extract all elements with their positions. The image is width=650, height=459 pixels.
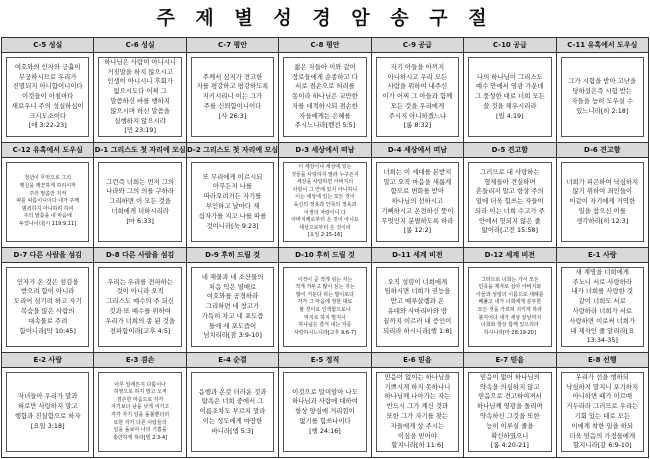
verse-text-box — [468, 372, 551, 452]
verse-text-box — [6, 162, 89, 242]
verse-topic-heading: D-2 그리스도 첫 자리에 모심 — [187, 143, 278, 158]
verse-text-box — [376, 162, 459, 242]
verse-text: 자기 아들을 아끼지 아니하시고 우리 모든 사람을 위하여 내주신 이가 어찌 그 아들과 함께 모든 것을 우리에게 주시지 아니하겠느냐 [롬 8:32] — [382, 62, 453, 130]
verse-topic-heading: D-3 세상에서 떠남 — [279, 143, 370, 158]
verse-topic-heading: C-9 공급 — [372, 38, 463, 53]
verse-card — [464, 353, 556, 458]
verse-grid — [1, 37, 649, 458]
verse-card — [371, 38, 463, 143]
verse-card — [186, 38, 278, 143]
verse-text-box — [98, 267, 181, 347]
verse-card — [186, 353, 278, 458]
verse-topic-heading: E-3 겸손 — [94, 353, 185, 368]
verse-text-box — [283, 162, 366, 242]
verse-text: 그러므로 내 사랑하는 형제들아 견실하며 흔들리지 말고 항상 주의 일에 더욱 힘쓰는 자들이 되라 이는 너희 수고가 주 안에서 헛되지 않은 줄 앎이라[고전 15:58] — [474, 167, 545, 235]
verse-text: 그가 시험을 받아 고난을 당하셨은즉 시험 받는 자들을 능히 도우실 수 있느니라[히 2:18] — [568, 77, 637, 115]
verse-topic-heading: D-7 다른 사람을 섬김 — [2, 248, 93, 263]
verse-topic-heading: C-6 성실 — [94, 38, 185, 53]
verse-card — [556, 248, 648, 353]
verse-card — [464, 248, 556, 353]
verse-text-box — [283, 57, 366, 137]
verse-card — [279, 248, 371, 353]
verse-card — [94, 353, 186, 458]
verse-card — [371, 248, 463, 353]
verse-text: 너희가 피곤하여 낙심하지 않기 위하여 죄인들이 이같이 자기에게 거역한 일을 참으신 이를 생각하라[히 12:3] — [566, 177, 639, 225]
verse-text: 여호와의 인자와 긍휼이 무궁하시므로 우리가 진멸되지 아니함이니이다 이것들이 아침마다 새로우니 주의 성실하심이 크시도소이다 [애 3:22-23] — [11, 62, 84, 130]
verse-text: 너희는 이 세대를 본받지 말고 오직 마음을 새롭게 함으로 변화를 받아 하나님의 선하시고 기뻐하시고 온전하신 뜻이 무엇인지 분별하도록 하라 [롬 12:2] — [381, 167, 454, 235]
verse-text-box — [6, 267, 89, 347]
verse-text-box — [468, 162, 551, 242]
verse-card — [556, 143, 648, 248]
verse-topic-heading: D-10 후히 드릴 것 — [279, 248, 370, 263]
verse-topic-heading: E-4 순결 — [187, 353, 278, 368]
verse-card — [94, 143, 186, 248]
verse-text: 또 무리에게 이르시되 아무든지 나를 따라오려거든 자기를 부인하고 날마다 제 십자가를 지고 나를 따를 것이니라[눅 9:23] — [198, 172, 267, 230]
verse-text-box — [376, 372, 459, 452]
verse-text-box — [191, 372, 274, 452]
verse-text: 믿음이 없어 하나님의 약속을 의심하지 않고 믿음으로 견고하여져서 하나님께 영광을 돌리며 약속하신 그것을 또한 능히 이루실 줄을 확신하였으니 [롬 4:20-21] — [476, 372, 543, 450]
verse-card — [371, 353, 463, 458]
verse-text: 이것이 곧 적게 심는 자는 적게 거두고 많이 심는 자는 많이 거둔다 하는 말이로다 각각 그 마음에 정한 대로 할 것이요 인색함으로나 억지로 하지 말지니 하나님은 즐겨 내는 자를 사랑하시느니라[고후 9:6-7] — [293, 276, 356, 336]
verse-row — [2, 38, 649, 143]
verse-text: 네 재물과 네 소산물의 처음 익은 열매로 여호와를 공경하라 그리하면 네 창고가 가득히 차고 네 포도즙 틀에 새 포도즙이 넘치리라[잠 3:9-10] — [201, 272, 264, 340]
verse-text: 인자가 온 것은 섬김을 받으려 함이 아니라 도리어 섬기려 하고 자기 목숨을 많은 사람의 대속물로 주려 함이니라[막 10:45] — [13, 277, 82, 335]
verse-card — [94, 248, 186, 353]
verse-topic-heading: C-10 공급 — [464, 38, 555, 53]
verse-text: 그런즉 너희는 먼저 그의 나라와 그의 의를 구하라 그리하면 이 모든 것을 너희에게 더하시리라 [마 6:33] — [106, 177, 175, 225]
verse-text: 하나님은 사람이 아니시니 거짓말을 하지 않으시고 인생이 아니시니 후회가 없으시도다 어찌 그 말씀하신 바를 행하지 않으시며 하신 말씀을 실행하지 않으시랴 [민 23:19] — [104, 57, 177, 135]
verse-topic-heading: E-5 정직 — [279, 353, 370, 368]
verse-text-box — [561, 57, 644, 137]
verse-text-box — [468, 267, 551, 347]
verse-card — [94, 38, 186, 143]
verse-topic-heading: C-5 성실 — [2, 38, 93, 53]
verse-card — [279, 143, 371, 248]
verse-card — [186, 248, 278, 353]
verse-card — [279, 38, 371, 143]
verse-topic-heading: E-8 선행 — [557, 353, 648, 368]
verse-topic-heading: D-6 견고함 — [557, 143, 648, 158]
verse-text: 음행과 온갖 더러운 것과 탐욕은 너희 중에서 그 이름조차도 부르지 말라 이는 성도에게 마땅한 바니라[엡 5:3] — [198, 387, 267, 435]
verse-text: 이것으로 말미암아 나도 하나님과 사람에 대하여 항상 양심에 거리낌이 없기를 힘쓰나이다 [행 24:16] — [292, 387, 358, 435]
verse-topic-heading: C-11 유혹에서 도우심 — [557, 38, 648, 53]
verse-row — [2, 143, 649, 248]
verse-card — [371, 143, 463, 248]
verse-card — [556, 38, 648, 143]
verse-text: 그러므로 너희는 가서 모든 민족을 제자로 삼아 아버지와 아들과 성령의 이름으로 세례를 베풀고 내가 너희에게 분부한 모든 것을 가르쳐 지키게 하라 볼지어다 내가 세상 끝날까지 너희와 항상 함께 있으리라 하시니라[마 28:19-20] — [476, 276, 544, 336]
verse-text-box — [561, 372, 644, 452]
verse-topic-heading: D-5 견고함 — [464, 143, 555, 158]
verse-topic-heading: D-4 세상에서 떠남 — [372, 143, 463, 158]
verse-text: 젊은 자들아 이와 같이 장로들에게 순종하고 다 서로 겸손으로 허리를 동이라 하나님은 교만한 자를 대적하시되 겸손한 자들에게는 은혜를 주시느니라[벧전 5:5] — [292, 62, 358, 130]
verse-text: 자녀들아 우리가 말과 혀로만 사랑하지 말고 행함과 진실함으로 하자 [요일 3:18] — [14, 392, 81, 430]
verse-text: 오직 성령이 너희에게 임하시면 너희가 권능을 받고 예루살렘과 온 유대와 사마리아와 땅 끝까지 이르러 내 증인이 되리라 하시니라[행 1:8] — [383, 277, 452, 335]
verse-text-box — [561, 162, 644, 242]
verse-card — [2, 353, 94, 458]
verse-text-box — [98, 162, 181, 242]
verse-topic-heading: C-7 평안 — [187, 38, 278, 53]
verse-topic-heading: E-1 사랑 — [557, 248, 648, 263]
verse-text: 우리는 우리를 전파하는 것이 아니라 오직 그리스도 예수의 주 되신 것과 또 예수를 위하여 우리가 너희의 종 된 것을 전파함이라[고후 4:5] — [105, 277, 176, 335]
verse-topic-heading: D-11 세계 비전 — [372, 248, 463, 263]
verse-text: 아무 일에든지 다툼이나 허영으로 하지 말고 오직 겸손한 마음으로 각각 자기보다 남을 낫게 여기고 각각 자기 일을 돌볼뿐더러 또한 각각 다른 사람들의 일을 돌보아 나의 기쁨을 충만하게 하라[빌 2:3-4] — [111, 381, 170, 441]
verse-card — [2, 38, 94, 143]
verse-text-box — [6, 57, 89, 137]
verse-text-box — [468, 57, 551, 137]
verse-text: 새 계명을 너희에게 주노니 서로 사랑하라 내가 너희를 사랑한 것 같이 너희도 서로 사랑하라 너희가 서로 사랑하면 이로써 너희가 내 제자인 줄 알리라[요 13:34-35] — [569, 267, 636, 345]
verse-topic-heading: C-12 유혹에서 도우심 — [2, 143, 93, 158]
verse-text: 이 세상이나 세상에 있는 것들을 사랑하지 말라 누구든지 세상을 사랑하면 아버지의 사랑이 그 안에 있지 아니하니 이는 세상에 있는 모든 것이 육신의 정욕과 안목의 정욕과 이생의 자랑이니 다 아버지께로부터 온 것이 아니요 세상으로부터 온 것이라 [요일 2:15-16] — [291, 164, 359, 239]
verse-text-box — [376, 267, 459, 347]
verse-card — [2, 143, 94, 248]
verse-card — [464, 143, 556, 248]
verse-text-box — [6, 372, 89, 452]
verse-text: 청년이 무엇으로 그의 행실을 깨끗하게 하리이까 주의 말씀만 지켜 따를 따름이니이다 내가 주께 범죄하지 아니하려 하여 주의 말씀을 내 마음에 두었나이다[시 119:9,11] — [16, 175, 80, 227]
verse-card — [186, 143, 278, 248]
verse-card — [2, 248, 94, 353]
verse-text-box — [283, 267, 366, 347]
verse-topic-heading: E-6 믿음 — [372, 353, 463, 368]
verse-topic-heading: E-2 사랑 — [2, 353, 93, 368]
verse-text-box — [561, 267, 644, 347]
page-title: 주 제 별 성 경 암 송 구 절 — [156, 7, 494, 29]
verse-text-box — [98, 57, 181, 137]
verse-text-box — [191, 267, 274, 347]
verse-text-box — [376, 57, 459, 137]
verse-text-box — [191, 162, 274, 242]
verse-text-box — [191, 57, 274, 137]
verse-card — [556, 353, 648, 458]
verse-text-box — [98, 372, 181, 452]
verse-card — [279, 353, 371, 458]
verse-text-box — [283, 372, 366, 452]
verse-row — [2, 248, 649, 353]
verse-row — [2, 353, 649, 458]
verse-text: 주께서 심지가 견고한 자를 평강하고 평강하도록 지키시리니 이는 그가 주를 신뢰함이니이다 [사 26:3] — [196, 72, 269, 120]
verse-topic-heading: D-8 다른 사람을 섬김 — [94, 248, 185, 263]
verse-topic-heading: D-1 그리스도 첫 자리에 모심 — [94, 143, 185, 158]
verse-text: 나의 하나님이 그리스도 예수 안에서 영광 가운데 그 풍성한 대로 너희 모든 쓸 것을 채우시리라 [빌 4:19] — [474, 72, 545, 120]
verse-topic-heading: E-7 믿음 — [464, 353, 555, 368]
verse-text: 믿음이 없이는 하나님을 기쁘시게 하지 못하나니 하나님께 나아가는 자는 반드시 그가 계신 것과 또한 그가 자기를 찾는 자들에게 상 주시는 이심을 믿어야 할지니라[히 11:6] — [384, 372, 451, 450]
verse-card — [464, 38, 556, 143]
verse-topic-heading: C-8 평안 — [279, 38, 370, 53]
verse-topic-heading: D-9 후히 드릴 것 — [187, 248, 278, 263]
verse-topic-heading: D-12 세계 비전 — [464, 248, 555, 263]
verse-text: 우리가 선을 행하되 낙심하지 말지니 포기하지 아니하면 때가 이르매 거두리라 그러므로 우리는 기회 있는 대로 모든 이에게 착한 일을 하되 더욱 믿음의 가정들에게 할지니라[갈 6:9-10] — [566, 372, 639, 450]
